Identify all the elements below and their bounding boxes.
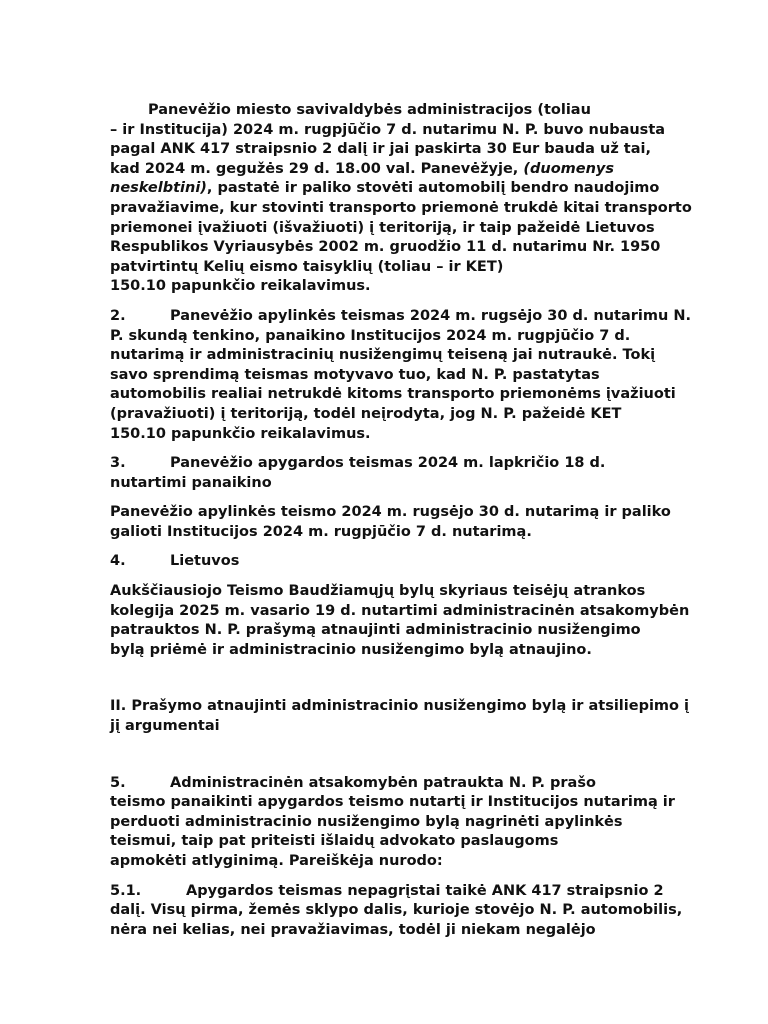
paragraph-line: perduoti administracinio nusižengimo bylą nagrinėti apylinkės — [110, 813, 623, 830]
paragraph-5 — [110, 774, 735, 872]
paragraph-line — [110, 552, 735, 572]
paragraph-line: Panevėžio apylinkės teismo 2024 m. rugsėjo 30 d. nutarimą ir paliko — [110, 504, 671, 521]
text-segment: Administracinėn atsakomybėn patraukta N. P. prašo — [170, 774, 596, 791]
paragraph-line: pagal ANK 417 straipsnio 2 dalį ir jai paskirta 30 Eur bauda už tai, — [110, 141, 651, 158]
paragraph-line — [110, 307, 735, 327]
heading-line: jį argumentai — [110, 718, 220, 735]
paragraph-line — [110, 179, 735, 199]
paragraph-line: automobilis realiai netrukdė kitoms transporto priemonėms įvažiuoti — [110, 386, 676, 403]
paragraph-line: priemonei įvažiuoti (išvažiuoti) į teritoriją, ir taip pažeidė Lietuvos — [110, 219, 655, 236]
paragraph-line: Panevėžio miesto savivaldybės administracijos (toliau — [148, 102, 591, 118]
paragraph-line — [110, 160, 735, 180]
paragraph-line: savo sprendimą teismas motyvavo tuo, kad N. P. pastatytas — [110, 366, 600, 383]
paragraph-1 — [110, 101, 735, 297]
heading-line: II. Prašymo atnaujinti administracinio nusižengimo bylą ir atsiliepimo į — [110, 698, 690, 715]
paragraph-line — [110, 774, 735, 794]
document-page — [110, 101, 735, 950]
paragraph-line: teismui, taip pat priteisti išlaidų advokato paslaugoms — [110, 833, 559, 850]
paragraph-line — [110, 454, 735, 474]
paragraph-number: 5. — [110, 774, 126, 791]
paragraph-line — [110, 882, 735, 902]
paragraph-number: 5.1. — [110, 882, 142, 899]
paragraph-line: pravažiavime, kur stovinti transporto priemonė trukdė kitai transporto — [110, 199, 692, 216]
paragraph-4 — [110, 552, 735, 572]
paragraph-3-continued — [110, 503, 735, 542]
paragraph-line: Aukščiausiojo Teismo Baudžiamųjų bylų skyriaus teisėjų atrankos — [110, 583, 646, 600]
paragraph-line: P. skundą tenkino, panaikino Institucijos 2024 m. rugpjūčio 7 d. — [110, 327, 631, 344]
paragraph-line: bylą priėmė ir administracinio nusižengimo bylą atnaujino. — [110, 641, 592, 658]
paragraph-line: nėra nei kelias, nei pravažiavimas, todėl ji niekam negalėjo — [110, 921, 596, 938]
paragraph-number: 3. — [110, 455, 126, 472]
paragraph-5-1 — [110, 882, 735, 941]
paragraph-line: dalį. Visų pirma, žemės sklypo dalis, kurioje stovėjo N. P. automobilis, — [110, 902, 683, 919]
paragraph-line: galioti Institucijos 2024 m. rugpjūčio 7 d. nutarimą. — [110, 523, 532, 540]
paragraph-number: 4. — [110, 553, 126, 570]
text-segment: Panevėžio apygardos teismas 2024 m. lapkričio 18 d. — [170, 455, 606, 472]
text-segment: , pastatė ir paliko stovėti automobilį bendro naudojimo — [206, 180, 660, 197]
paragraph-line: Respublikos Vyriausybės 2002 m. gruodžio 11 d. nutarimu Nr. 1950 — [110, 239, 661, 256]
text-segment: Lietuvos — [170, 553, 240, 570]
paragraph-line: – ir Institucija) 2024 m. rugpjūčio 7 d. nutarimu N. P. buvo nubausta — [110, 121, 666, 138]
paragraph-line: 150.10 papunkčio reikalavimus. — [110, 278, 371, 295]
paragraph-line: nutarimą ir administracinių nusižengimų teiseną jai nutraukė. Tokį — [110, 347, 656, 364]
paragraph-number: 2. — [110, 307, 126, 324]
paragraph-line: kolegija 2025 m. vasario 19 d. nutartimi administracinėn atsakomybėn — [110, 602, 690, 619]
paragraph-line: nutartimi panaikino — [110, 474, 272, 491]
redacted-note: neskelbtini) — [110, 180, 207, 197]
paragraph-line: teismo panaikinti apygardos teismo nutartį ir Institucijos nutarimą ir — [110, 794, 675, 811]
paragraph-line: patrauktos N. P. prašymą atnaujinti administracinio nusižengimo — [110, 622, 641, 639]
paragraph-line: 150.10 papunkčio reikalavimus. — [110, 425, 371, 442]
paragraph-3 — [110, 454, 735, 493]
text-segment: kad 2024 m. gegužės 29 d. 18.00 val. Panevėžyje, — [110, 160, 524, 177]
paragraph-4-continued — [110, 582, 735, 660]
paragraph-line: patvirtintų Kelių eismo taisyklių (toliau – ir KET) — [110, 258, 504, 275]
paragraph-line: (pravažiuoti) į teritoriją, todėl neįrodyta, jog N. P. pažeidė KET — [110, 405, 622, 422]
paragraph-line: apmokėti atlyginimą. Pareiškėja nurodo: — [110, 853, 443, 869]
section-heading — [110, 697, 735, 736]
redacted-note: (duomenys — [523, 160, 614, 177]
text-segment: Apygardos teismas nepagrįstai taikė ANK 417 straipsnio 2 — [186, 882, 664, 899]
paragraph-2 — [110, 307, 735, 444]
text-segment: Panevėžio apylinkės teismas 2024 m. rugsėjo 30 d. nutarimu N. — [170, 307, 691, 324]
